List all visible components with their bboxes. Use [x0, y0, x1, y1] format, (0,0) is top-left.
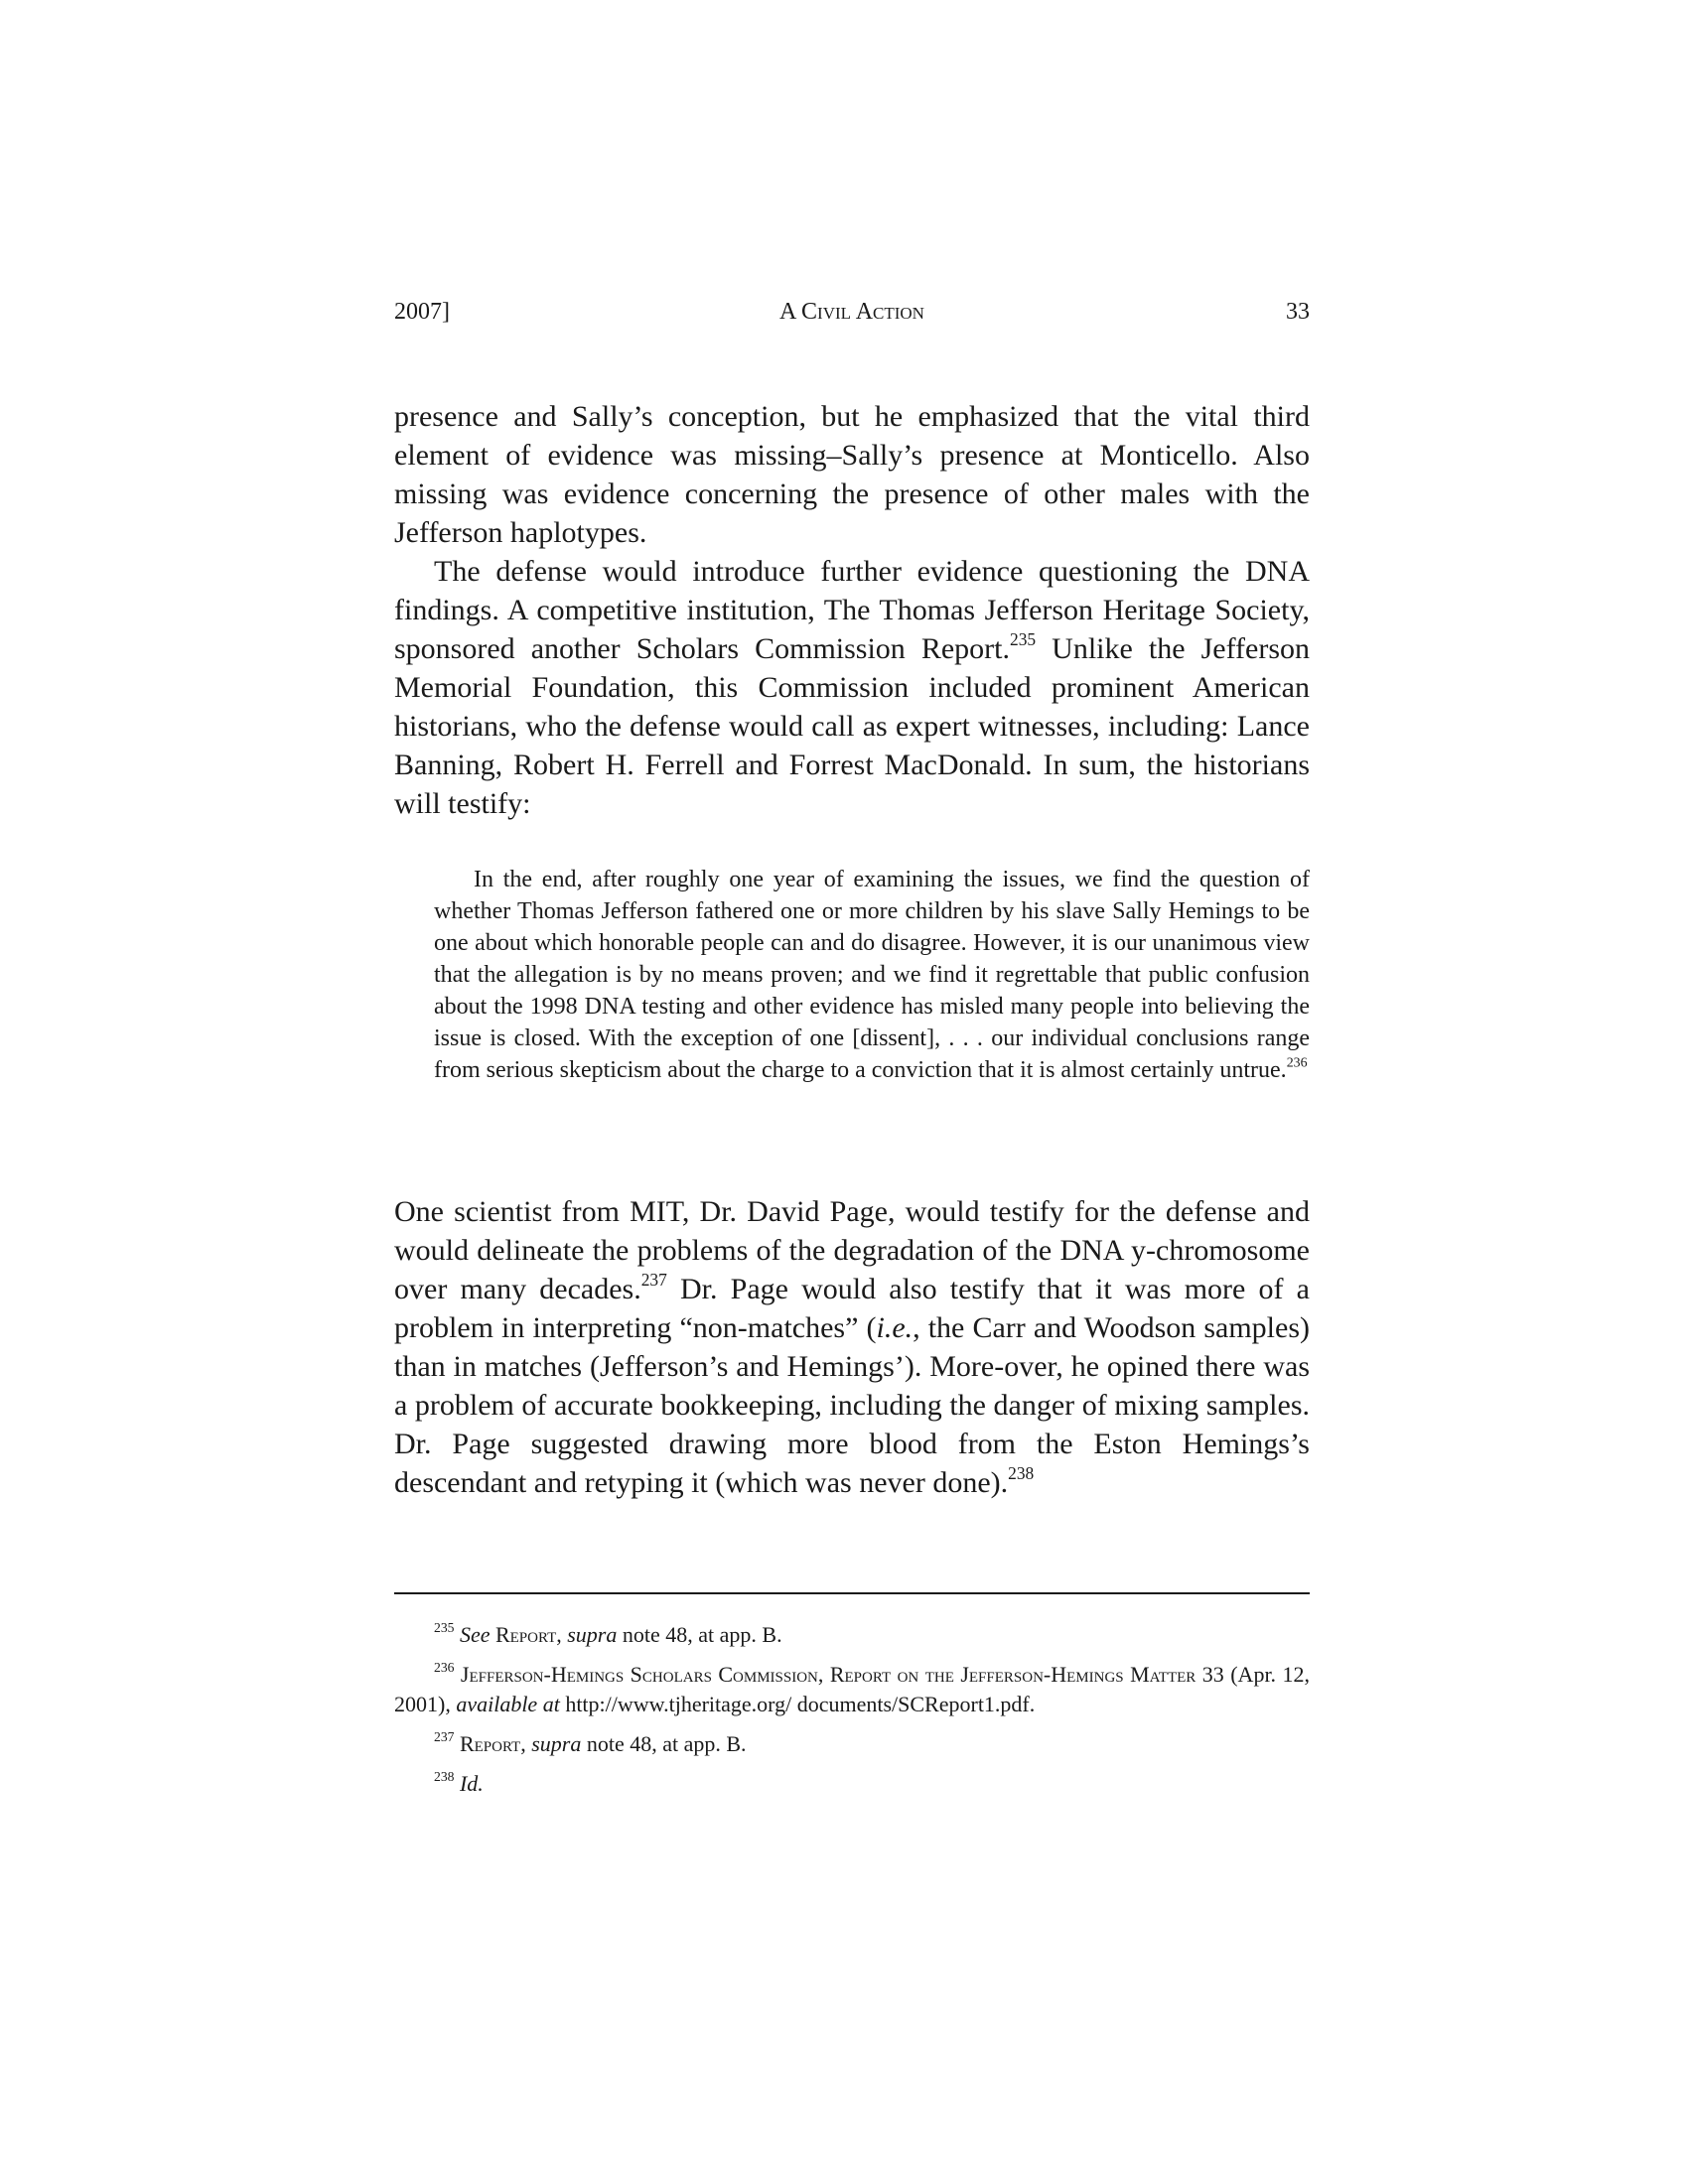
page-number: 33 [1286, 299, 1310, 325]
paragraph-2-text-b: Unlike the Jefferson Memorial Foundation, this Commission included prominent American historians, who the defense would call as expert witnesses, including: Lance Banning, Robert H. Ferrell and Forrest MacDonald. In sum, the historians will testify: [394, 632, 1310, 820]
block-quote-text: In the end, after roughly one year of examining the issues, we find the question of whether Thomas Jefferson fathered one or more children by his slave Sally Hemings to be one about which honorable people can and do disagree. However, it is our unanimous view that the allegation is by no means proven; and we find it regrettable that public confusion about the 1998 DNA testing and other evidence has misled many people into believing the issue is closed. With the exception of one [dissent], . . . our individual conclusions range from serious skepticism about the charge to a conviction that it is almost certainly untrue. [434, 867, 1310, 1083]
paragraph-2-text-a: The defense would introduce further evidence questioning the DNA findings. A competitive institution, The Thomas Jefferson Heritage Society, sponsored another Scholars Commission Report. [394, 555, 1310, 665]
footnote-ref-237[interactable]: 237 [640, 1269, 667, 1290]
paragraph-continued [394, 397, 1310, 552]
body-text-bottom [394, 1192, 1310, 1502]
footnote-number: 235 [434, 1619, 455, 1635]
footnote-available-at: available at [456, 1692, 560, 1716]
paragraph-scientist [394, 1192, 1310, 1502]
footnote-rest: note 48, at app. B. [581, 1731, 747, 1756]
paragraph-1-text: presence and Sally’s conception, but he emphasized that the vital third element of evidence was missing–Sally’s presence at Monticello. Also missing was evidence concerning the presence of other males with the Jefferson haplotypes. [394, 400, 1310, 549]
block-quote-paragraph [434, 864, 1310, 1086]
footnote-source: Jefferson-Hemings Scholars Commission, Report on the Jefferson-Hemings Matter [460, 1662, 1196, 1687]
footnote-number: 236 [434, 1659, 455, 1675]
footnote-signal: See [459, 1622, 491, 1647]
running-head-year: 2007] [394, 299, 450, 325]
footnote-number: 237 [434, 1728, 455, 1744]
footnote-ref-238[interactable]: 238 [1008, 1462, 1035, 1483]
italic-ie: i.e. [876, 1311, 914, 1344]
paragraph-3-text-c: , the Carr and Woodson samples) than in matches (Jefferson’s and Hemings’). More-over, he opined there was a problem of accurate bookkeeping, including the danger of mixing samples. Dr. Page suggested drawing more blood from the Eston Hemings’s descendant and retyping it (which was never done). [394, 1311, 1310, 1499]
paragraph-3-text-a: One scientist from MIT, Dr. David Page, would testify for the defense and would delineate the problems of the degradation of the DNA y-chromosome over many decades. [394, 1195, 1310, 1305]
paragraph-defense-evidence [394, 552, 1310, 823]
footnote-supra: supra [567, 1622, 618, 1647]
footnote-ref-236[interactable]: 236 [1286, 1055, 1308, 1071]
footnote-divider [394, 1592, 1310, 1594]
body-text-top [394, 397, 1310, 823]
footnote-id: Id. [459, 1771, 484, 1796]
footnote-237: $^{237}$ Report, supra note 48, at app. B. [434, 1728, 747, 1756]
footnote-238 [394, 1769, 1310, 1799]
footnote-rest: 33 (Apr. 12, 2001), [394, 1662, 1311, 1716]
footnote-ref-235[interactable]: 235 [1010, 628, 1037, 649]
footnote-supra: supra [531, 1731, 582, 1756]
footnote-235: $^{235}$ See Report, supra note 48, at app. B. [434, 1619, 782, 1647]
running-head [394, 295, 1310, 329]
footnote-source: Report [494, 1622, 557, 1647]
footnote-source: Report [459, 1731, 521, 1756]
footnote-236 [394, 1660, 1310, 1719]
footnotes [394, 1620, 1310, 1809]
footnote-number: 238 [434, 1768, 455, 1784]
running-head-title: A Civil Action [779, 299, 924, 325]
paragraph-3-text-b: Dr. Page would also testify that it was more of a problem in interpreting “non-matches” ( [394, 1273, 1310, 1344]
footnote-rest: note 48, at app. B. [617, 1622, 782, 1647]
footnote-url[interactable]: http://www.tjheritage.org/ documents/SCReport1.pdf. [559, 1692, 1036, 1716]
block-quote [434, 864, 1310, 1086]
